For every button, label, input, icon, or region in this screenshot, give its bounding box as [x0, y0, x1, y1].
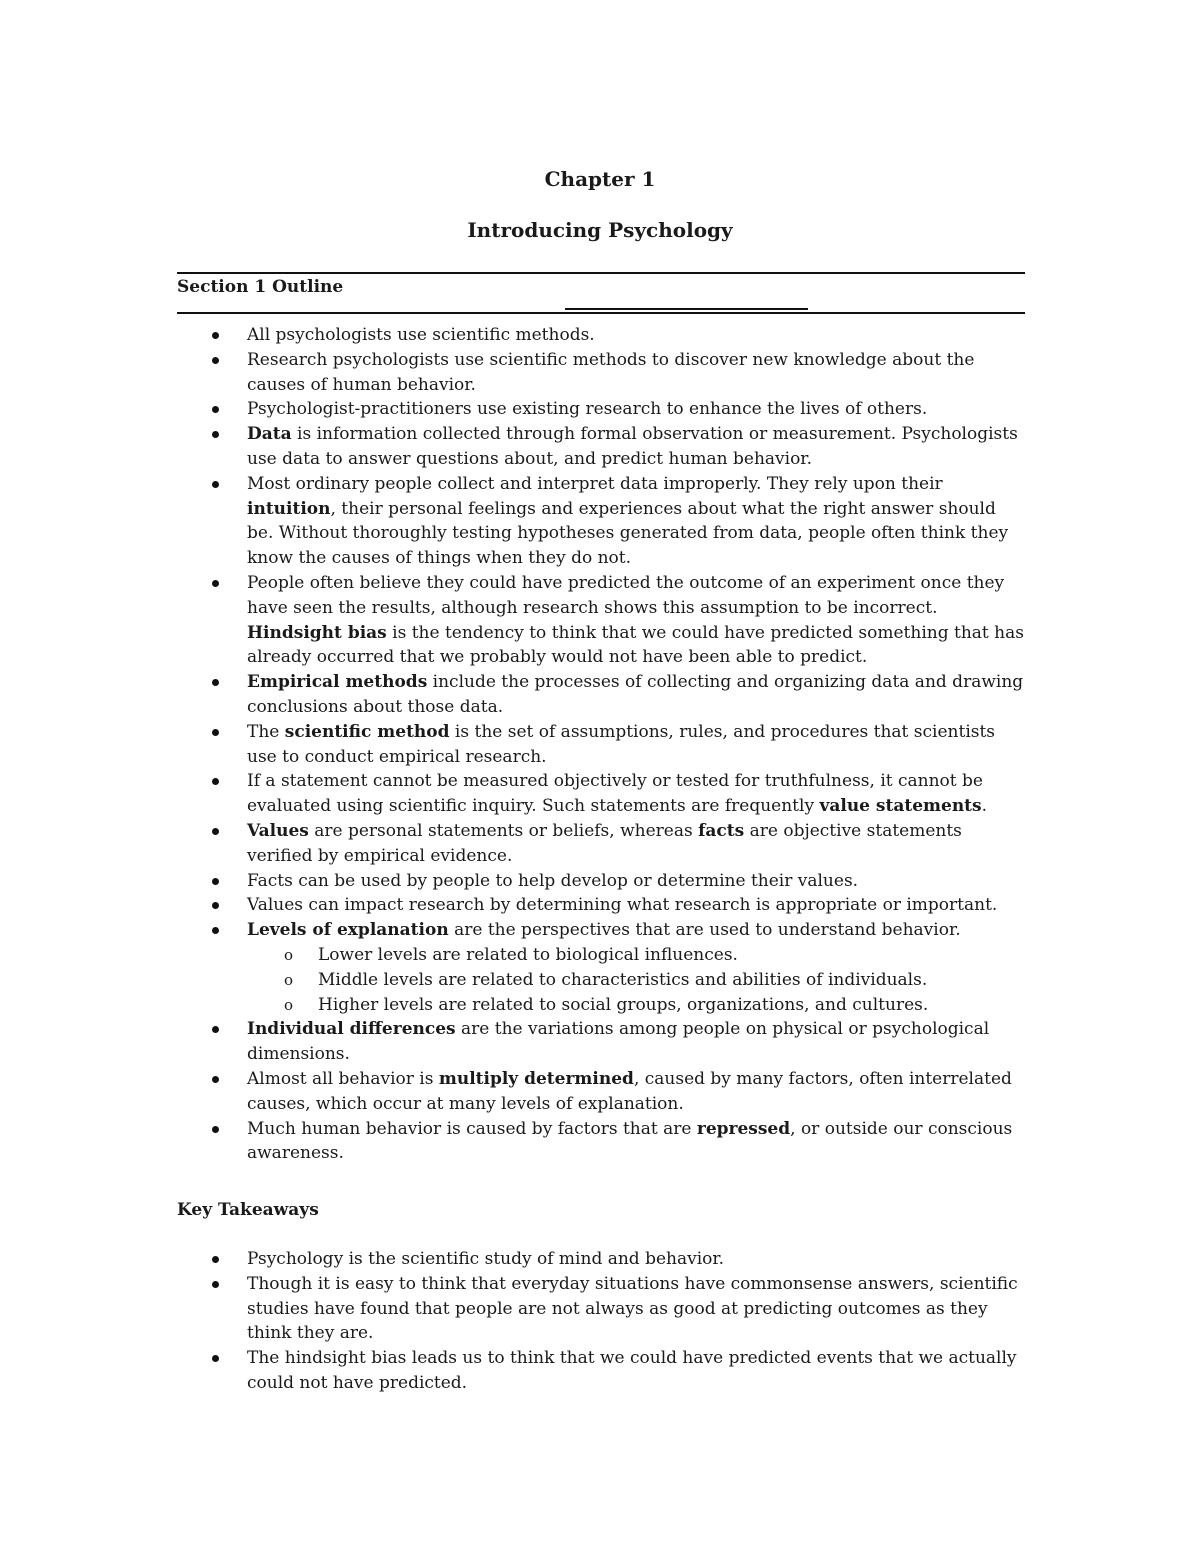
outline-list-item	[0, 720, 1027, 770]
item-text: are objective statements verified by empirical evidence.	[247, 820, 962, 866]
outline-list-item	[0, 819, 1027, 869]
sub-item-text: Middle levels are related to characteristics and abilities of individuals.	[318, 969, 928, 990]
bullet-icon	[212, 406, 219, 413]
bullet-icon	[212, 332, 219, 339]
bold-term: facts	[698, 820, 745, 841]
outline-list-item	[0, 472, 1027, 571]
item-text: Much human behavior is caused by factors that are	[247, 1118, 697, 1139]
takeaway-list-item	[0, 1346, 1027, 1396]
item-text: Research psychologists use scientific methods to discover new knowledge about the causes of human behavior.	[247, 349, 975, 395]
outline-list-item	[0, 769, 1027, 819]
bullet-icon	[212, 1076, 219, 1083]
section-rule-bottom	[177, 312, 1025, 314]
bullet-icon	[212, 481, 219, 488]
chapter-title: Chapter 1	[544, 167, 656, 191]
item-text: Most ordinary people collect and interpret data improperly. They rely upon their	[247, 473, 943, 494]
bullet-icon	[212, 431, 219, 438]
item-text: Facts can be used by people to help develop or determine their values.	[247, 870, 859, 891]
bold-term: Levels of explanation	[247, 920, 449, 941]
sub-bullet-marker: o	[284, 945, 294, 964]
item-text: , their personal feelings and experiences about what the right answer should be. Without thoroughly testing hypotheses generated from data, people often think they know the causes of things when they do not.	[247, 498, 1009, 569]
outline-list-item	[0, 422, 1027, 472]
outline-list-item	[0, 869, 1027, 894]
sub-bullet-marker: o	[284, 995, 294, 1014]
item-text: All psychologists use scientific methods.	[247, 325, 595, 345]
outline-list-item	[0, 670, 1027, 720]
bold-term: multiply determined	[438, 1068, 634, 1089]
sub-list-item	[0, 993, 1027, 1018]
chapter-subtitle: Introducing Psychology	[467, 218, 733, 242]
bold-term: value statements	[819, 796, 982, 817]
bullet-icon	[212, 902, 219, 909]
item-text: are the variations among people on physical or psychological dimensions.	[247, 1019, 990, 1065]
item-text: , caused by many factors, often interrelated causes, which occur at many levels of explanation.	[247, 1068, 1012, 1114]
bullet-icon	[212, 729, 219, 736]
bullet-icon	[212, 1026, 219, 1033]
item-text: The	[247, 721, 285, 742]
outline-list-item	[0, 323, 1027, 348]
item-text: Psychologist-practitioners use existing research to enhance the lives of others.	[247, 399, 928, 420]
sub-list	[247, 943, 1027, 1017]
item-text: .	[981, 796, 988, 817]
item-text: , or outside our conscious awareness.	[247, 1118, 1013, 1164]
sub-item-text: Lower levels are related to biological influences.	[318, 944, 738, 965]
bold-term: Values	[247, 820, 309, 841]
item-text: are personal statements or beliefs, whereas	[308, 820, 699, 841]
outline-list-item	[0, 571, 1027, 670]
item-text: Almost all behavior is	[247, 1068, 439, 1089]
bullet-icon	[212, 878, 219, 885]
key-takeaways-heading: Key Takeaways	[177, 1200, 319, 1220]
outline-list-item	[0, 893, 1027, 918]
section-outline-list	[0, 323, 1200, 1166]
item-text: Values can impact research by determining what research is appropriate or important.	[247, 895, 998, 916]
bold-term: Empirical methods	[247, 672, 428, 693]
item-text: is the tendency to think that we could have predicted something that has already occurred that we probably would not have been able to predict.	[247, 622, 1024, 668]
bold-term: Data	[247, 424, 292, 445]
bullet-icon	[212, 1355, 219, 1362]
takeaway-text: The hindsight bias leads us to think that we could have predicted events that we actually could not have predicted.	[247, 1348, 1017, 1393]
bullet-icon	[212, 828, 219, 835]
bullet-icon	[212, 357, 219, 364]
bold-term: Individual differences	[247, 1019, 456, 1040]
takeaway-list-item	[0, 1247, 1027, 1272]
outline-list-item	[0, 1017, 1027, 1067]
outline-list-item	[0, 397, 1027, 422]
section-heading: Section 1 Outline	[177, 277, 344, 297]
takeaway-text: Though it is easy to think that everyday situations have commonsense answers, scientific studies have found that people are not always as good at predicting outcomes as they think they are.	[247, 1273, 1018, 1344]
item-text: If a statement cannot be measured objectively or tested for truthfulness, it cannot be evaluated using scientific inquiry. Such statements are frequently	[247, 771, 983, 817]
bullet-icon	[212, 1126, 219, 1133]
bullet-icon	[212, 679, 219, 686]
bullet-icon	[212, 1256, 219, 1263]
item-text: is information collected through formal observation or measurement. Psychologists use data to answer questions about, and predict human behavior.	[247, 424, 1018, 469]
takeaway-text: Psychology is the scientific study of mind and behavior.	[247, 1249, 725, 1269]
outline-list-item	[0, 918, 1027, 1017]
bullet-icon	[212, 778, 219, 785]
bold-term: Hindsight bias	[247, 622, 387, 643]
key-takeaways-list	[0, 1247, 1200, 1396]
section-rule-top	[177, 272, 1025, 274]
bold-term: scientific method	[284, 721, 450, 742]
outline-list-item	[0, 348, 1027, 398]
sub-list-item	[0, 943, 1027, 968]
bold-term: repressed	[696, 1118, 791, 1139]
outline-list-item	[0, 1067, 1027, 1117]
sub-bullet-marker: o	[284, 970, 294, 989]
outline-list-item	[0, 1117, 1027, 1167]
bullet-icon	[212, 927, 219, 934]
bullet-icon	[212, 1281, 219, 1288]
item-text: include the processes of collecting and organizing data and drawing conclusions about those data.	[247, 672, 1024, 717]
section-rule-mid	[565, 308, 808, 310]
bold-term: intuition	[247, 498, 331, 519]
sub-item-text: Higher levels are related to social groups, organizations, and cultures.	[318, 994, 929, 1015]
item-text: People often believe they could have predicted the outcome of an experiment once they have seen the results, although research shows this assumption to be incorrect.	[247, 572, 1005, 618]
bullet-icon	[212, 580, 219, 587]
sub-list-item	[0, 968, 1027, 993]
takeaway-list-item	[0, 1272, 1027, 1346]
item-text: are the perspectives that are used to understand behavior.	[448, 920, 961, 941]
item-text: is the set of assumptions, rules, and procedures that scientists use to conduct empirical research.	[247, 721, 996, 767]
